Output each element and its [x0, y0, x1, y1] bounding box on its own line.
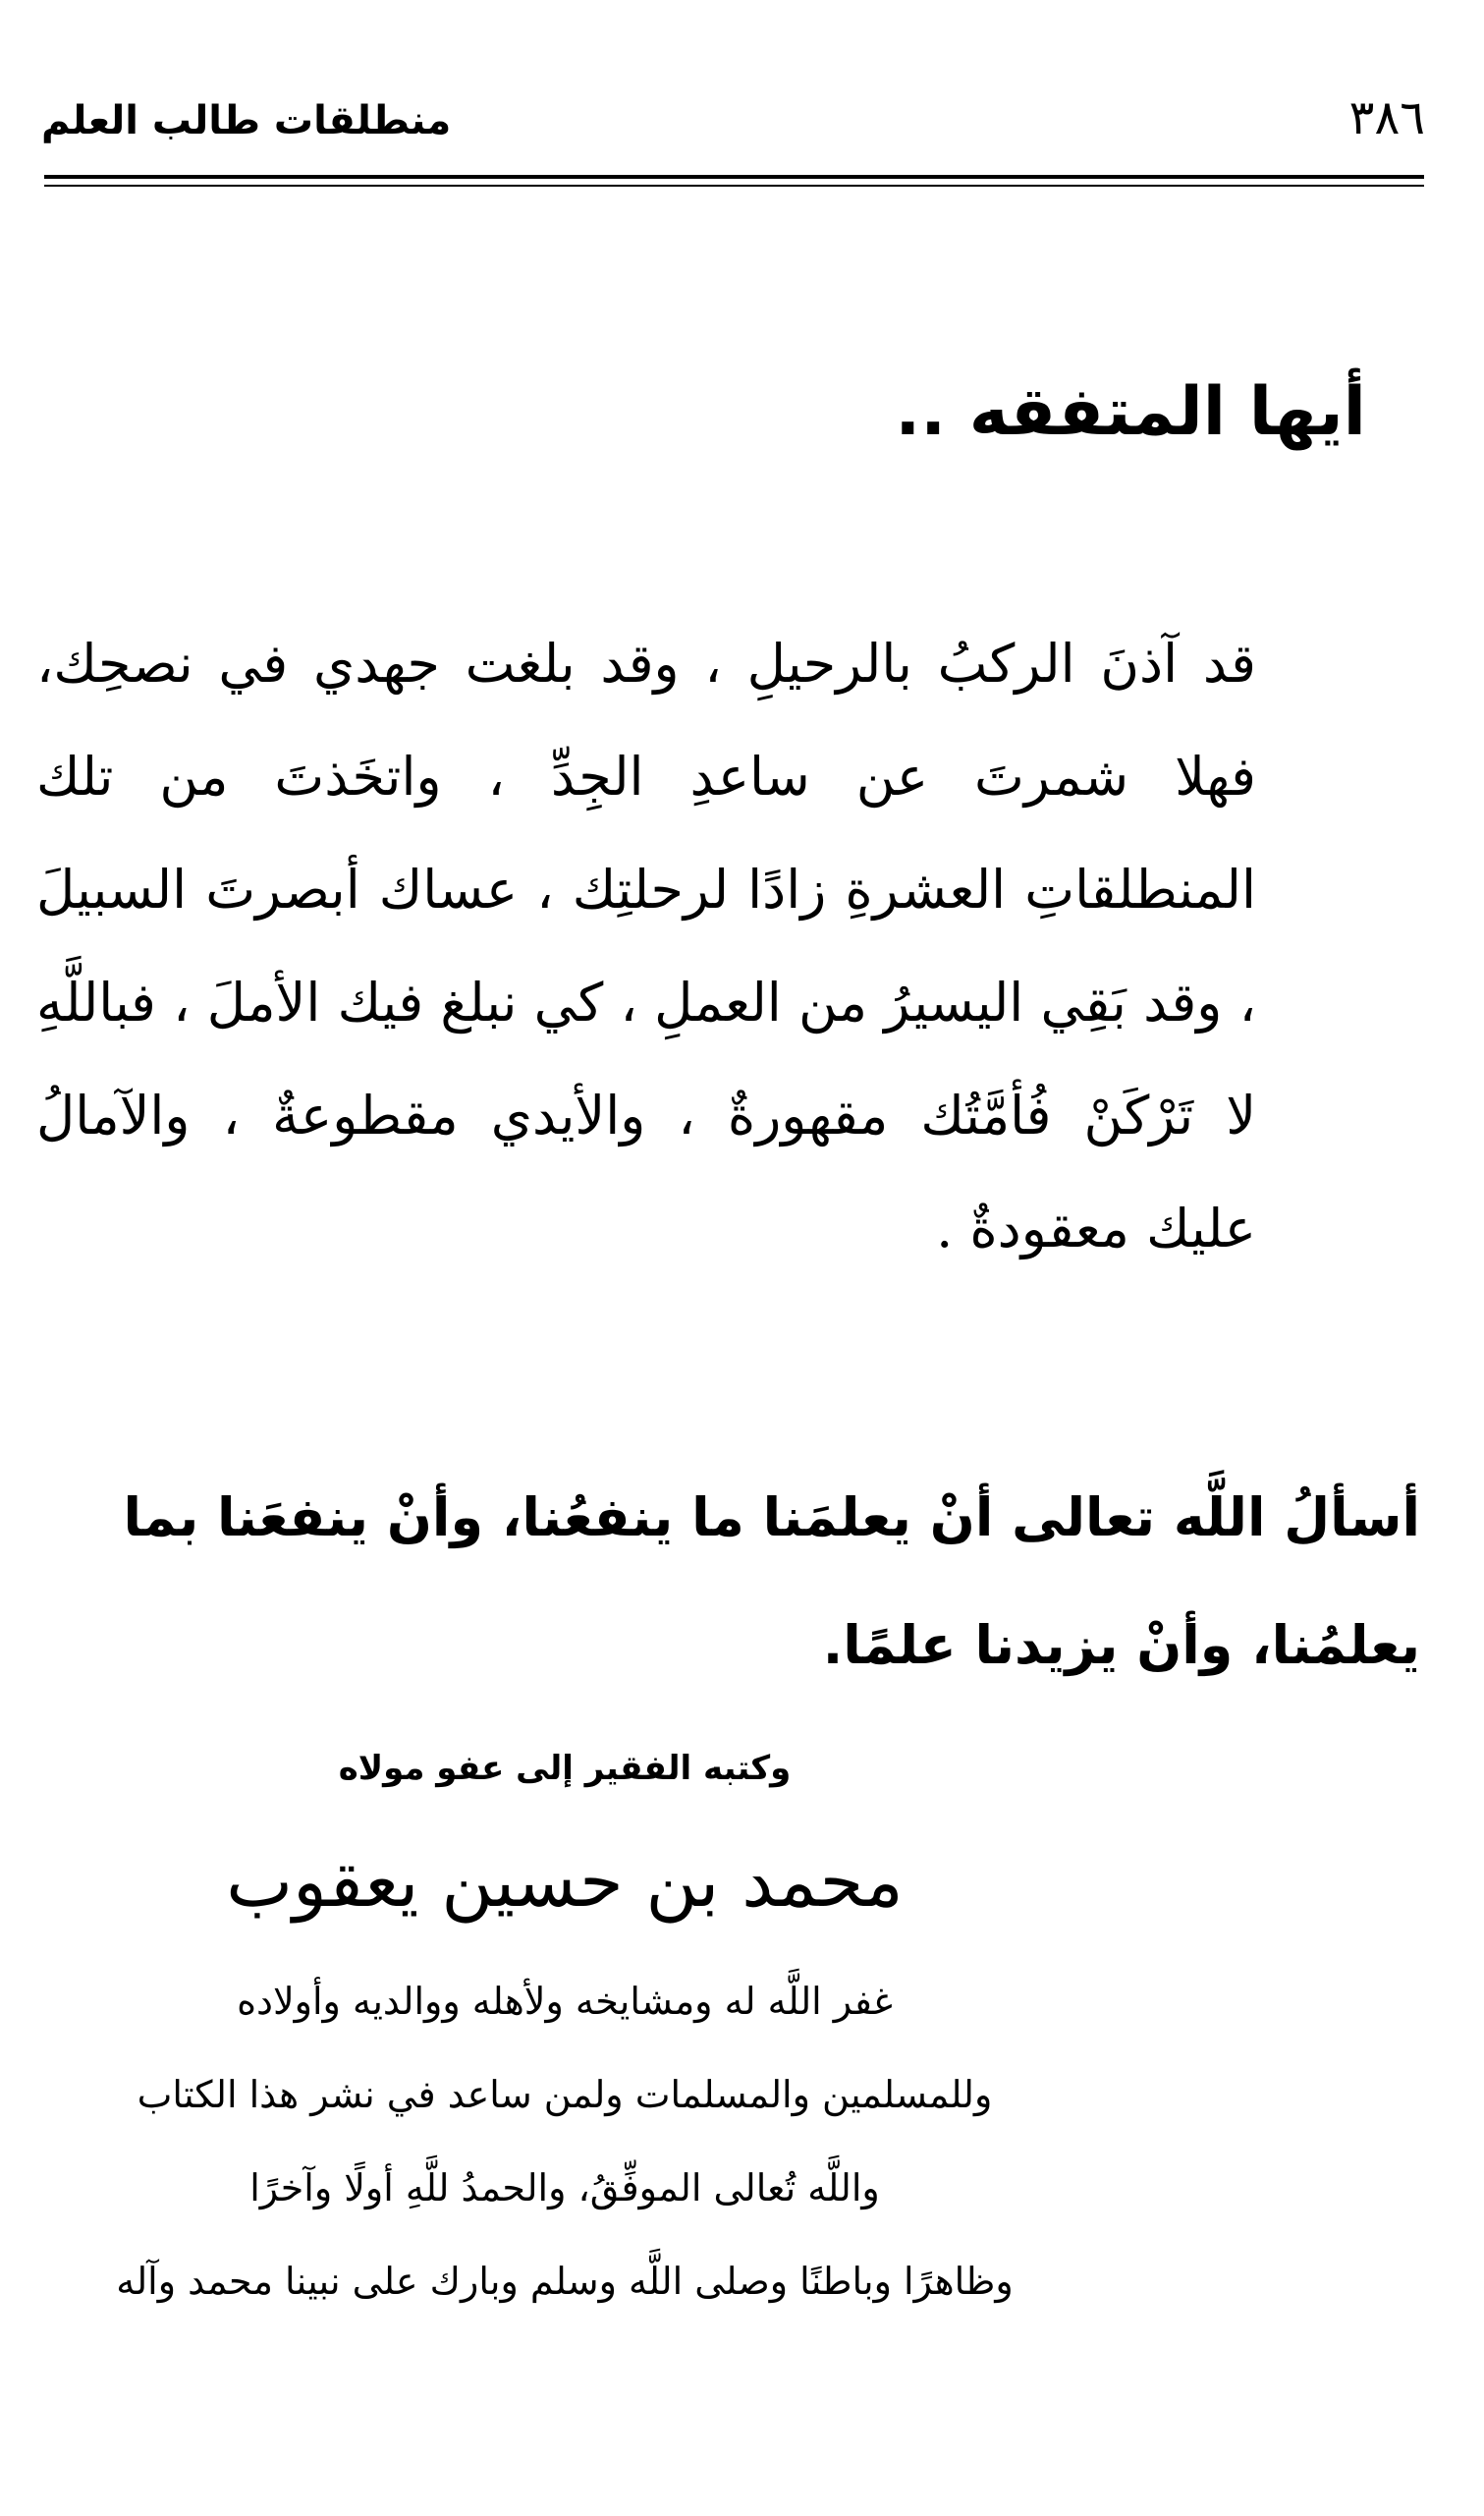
closing-prayer: أسألُ اللَّه تعالى أنْ يعلمَنا ما ينفعُنا، وأنْ ينفعَنا بما يعلمُنا، وأنْ يزيدنا علمًا.	[123, 1486, 1420, 1676]
header-rule-thick	[44, 175, 1424, 179]
signature-block	[39, 1739, 1090, 2328]
header-rule-thin	[44, 185, 1424, 187]
signature-line: واللَّه تُعالى الموفِّقُ، والحمدُ للَّهِ أولًا وآخرًا	[249, 2166, 880, 2209]
body-paragraph: قد آذنَ الركبُ بالرحيلِ ، وقد بلغت جهدي في نصحِك، فهلا شمرتَ عن ساعدِ الجِدِّ ، واتخَذتَ من تلك المنطلقاتِ العشرةِ زادًا لرحلتِك ، عساك أبصرتَ السبيلَ ، وقد بَقِي اليسيرُ من العملِ ، كي نبلغ فيك الأملَ ، فباللَّهِ لا تَرْكَنْ فُأمَّتُك مقهورةٌ ، والأيدي مقطوعةٌ ، والآمالُ عليك معقودةٌ .	[36, 633, 1256, 1259]
signature-intro: وكتبه الفقير إلى عفو مولاه	[338, 1749, 792, 1788]
running-header-title: منطلقات طالب العلم	[41, 98, 452, 143]
section-heading: أيها المتفقه ..	[895, 373, 1366, 451]
signature-line: غفر اللَّه له ومشايخه ولأهله ووالديه وأولاده	[237, 1980, 893, 2023]
author-name: محمد بن حسين يعقوب	[226, 1840, 904, 1923]
signature-line: وللمسلمين والمسلمات ولمن ساعد في نشر هذا الكتاب	[137, 2073, 993, 2116]
page-number: ٣٨٦	[1348, 90, 1425, 145]
signature-line: وظاهرًا وباطنًا وصلى اللَّه وسلم وبارك على نبينا محمد وآله	[116, 2260, 1014, 2303]
